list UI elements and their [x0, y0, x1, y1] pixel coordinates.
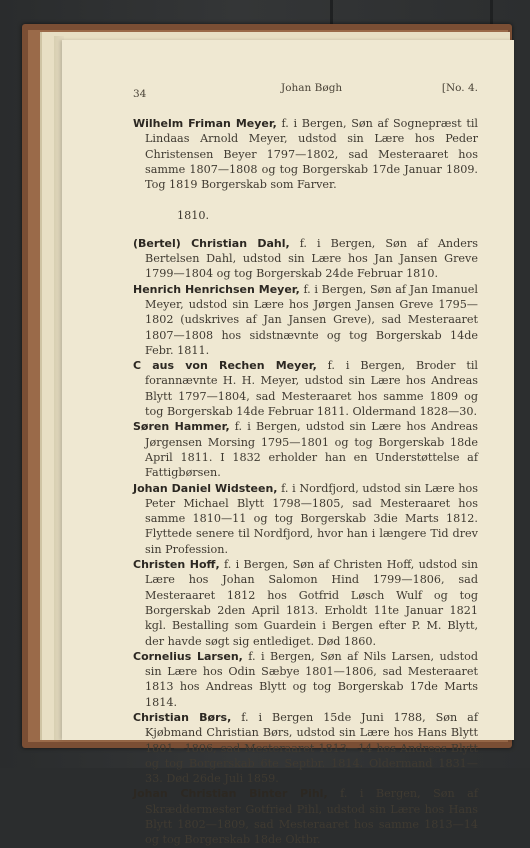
- entry-name: Christen Hoff,: [133, 558, 220, 572]
- entry-text: f. i Nordfjord, udstod sin Lære hos Peter Michael Blytt 1798—1805, sad Mesteraaret hos samme 1810—11 og tog Borgerskab 3die Marts 1812. Flyttede senere til Nordfjord, hvor han i længere Tid drev sin Profession.: [145, 481, 479, 556]
- entry: [133, 786, 478, 847]
- running-title: Johan Bøgh: [281, 82, 343, 94]
- entry-text: f. i Bergen, udstod sin Lære hos Andreas Jørgensen Morsing 1795—1801 og tog Borgerskab 18de April 1811. I 1832 erholder han en Understøttelse af Fattigbørsen.: [145, 420, 478, 480]
- entry-name: Johan Daniel Widsteen,: [133, 481, 278, 495]
- entry-name: C aus von Rechen Meyer,: [133, 359, 317, 373]
- entry: [133, 557, 478, 649]
- running-header: [133, 82, 478, 102]
- entry: [133, 710, 478, 786]
- entry-name: Søren Hammer,: [133, 420, 230, 434]
- entry-text: f. i Bergen, Søn af Sognepræst til Lindaas Arnold Meyer, udstod sin Lære hos Peder Christensen Beyer 1797—1802, sad Mesteraaret hos samme 1807—1808 og tog Borgerskab 17de Januar 1809. Tog 1819 Borgerskab som Farver.: [145, 117, 478, 192]
- entry-text: f. i Bergen, Søn af Anders Bertelsen Dahl, udstod sin Lære hos Jan Jansen Greve 1799—1804 og tog Borgerskab 24de Februar 1810.: [145, 236, 478, 281]
- entry: [133, 649, 478, 710]
- entry-name: Christian Børs,: [133, 710, 232, 724]
- entry-name: Cornelius Larsen,: [133, 649, 243, 663]
- entry: [133, 236, 478, 282]
- entry: [133, 481, 479, 557]
- page-number: 34: [133, 88, 147, 100]
- entry-text: f. i Bergen, Søn af Skræddermester Gotfried Pihl, udstod sin Lære hos Hans Blytt 1802—1809, sad Mesteraaret hos samme 1813—14 og tog Borgerskab 18de Oktbr.: [145, 787, 478, 847]
- entry: [133, 116, 478, 192]
- entry: [133, 358, 478, 419]
- entry-name: (Bertel) Christian Dahl,: [133, 236, 290, 250]
- entry-name: Johan Christian Binter Pihl,: [133, 787, 328, 801]
- entry-text: f. i Bergen, Søn af Nils Larsen, udstod sin Lære hos Odin Sæbye 1801—1806, sad Mesteraaret 1813 hos Andreas Blytt og tog Borgerskab 17de Marts 1814.: [145, 649, 478, 709]
- entry-name: Wilhelm Friman Meyer,: [133, 117, 277, 130]
- year-heading: 1810.: [177, 209, 210, 223]
- entry-name: Henrich Henrichsen Meyer,: [133, 282, 300, 296]
- entry-text: f. i Bergen, Broder til forannævnte H. H. Meyer, udstod sin Lære hos Andreas Blytt 1797—1804, sad Mesteraaret hos samme 1809 og tog Borgerskab 14de Februar 1811. Oldermand 1828—30.: [145, 359, 478, 419]
- entry-text: f. i Bergen 15de Juni 1788, Søn af Kjøbmand Christian Børs, udstod sin Lære hos Hans Blytt 1801—1806, sad Mesteraaret 1813—14 hos Andreas Blytt og tog Borgerskab 6te Septbr. 1814. Oldermand 1831—33. Død 26de Juli 1859.: [145, 710, 478, 786]
- entry-text: f. i Bergen, Søn af Christen Hoff, udstod sin Lære hos Johan Salomon Hind 1799—1806, sad Mesteraaret 1812 hos Gotfrid Løsch Wulf og tog Borgerskab 2den April 1813. Erholdt 11te Januar 1821 kgl. Bestalling som Guardein i Bergen efter P. M. Blytt, der havde søgt sig entlediget. Død 1860.: [145, 558, 478, 648]
- issue-number: [No. 4.: [441, 82, 478, 94]
- entry-text: f. i Bergen, Søn af Jan Imanuel Meyer, udstod sin Lære hos Jørgen Jansen Greve 1795—1802 (udskrives af Jan Jansen Greve), sad Mesteraaret 1807—1808 hos sidstnævnte og tog Borgerskab 14de Febr. 1811.: [145, 282, 478, 357]
- entry: [133, 282, 478, 358]
- page-text: [133, 116, 478, 848]
- entry: [133, 419, 478, 480]
